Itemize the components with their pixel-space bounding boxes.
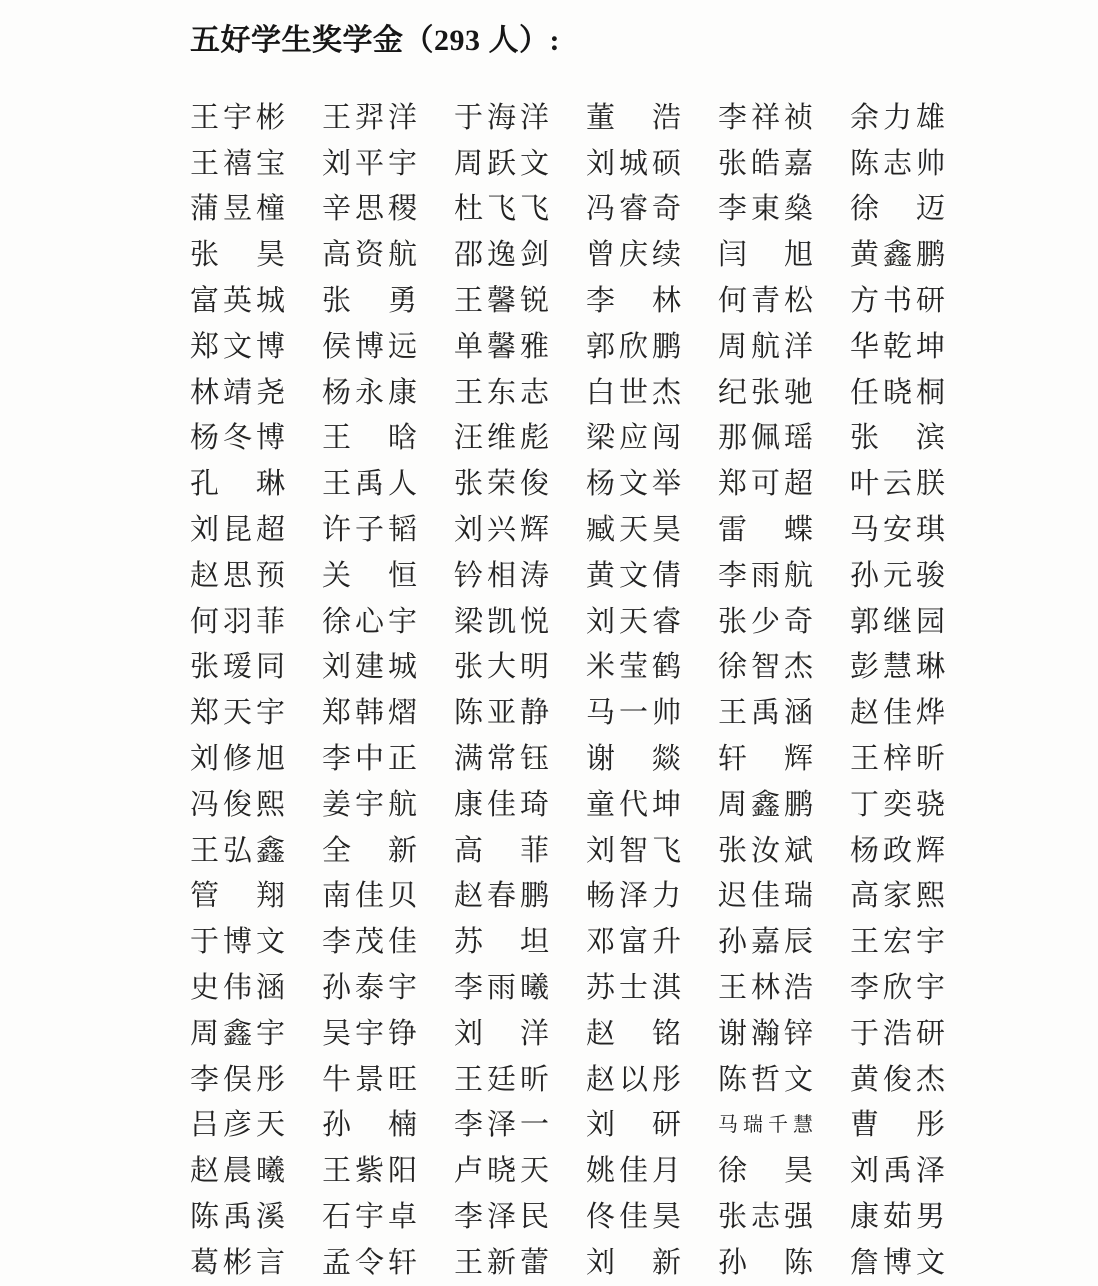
name-cell: 张大明: [454, 651, 549, 684]
name-cell: 刘新: [586, 1246, 681, 1279]
name-cell: 孙楠: [322, 1109, 417, 1142]
name-cell: 杨冬博: [190, 422, 285, 455]
name-cell: 刘昆超: [190, 514, 285, 547]
name-cell: 于海洋: [454, 101, 549, 134]
name-cell: 王馨锐: [454, 285, 549, 318]
name-cell: 吕彦天: [190, 1109, 285, 1142]
name-cell: 苏士淇: [586, 972, 681, 1005]
name-cell: 卢晓天: [454, 1155, 549, 1188]
name-cell: 张少奇: [718, 605, 813, 638]
name-cell: 童代坤: [586, 788, 681, 821]
name-cell: 王禧宝: [190, 147, 285, 180]
name-cell: 黄俊杰: [850, 1063, 945, 1096]
name-cell: 王东志: [454, 376, 549, 409]
name-cell: 梁应闯: [586, 422, 681, 455]
name-cell: 李泽民: [454, 1201, 549, 1234]
name-cell: 姚佳月: [586, 1155, 681, 1188]
name-cell: 高菲: [454, 834, 549, 867]
name-cell: 彭慧琳: [850, 651, 945, 684]
name-cell: 张皓嘉: [718, 147, 813, 180]
name-cell: 李雨航: [718, 559, 813, 592]
name-cell: 李俣彤: [190, 1063, 285, 1096]
name-cell: 郑天宇: [190, 697, 285, 730]
name-cell: 王林浩: [718, 972, 813, 1005]
name-cell: 刘研: [586, 1109, 681, 1142]
name-cell: 任晓桐: [850, 376, 945, 409]
name-cell: 关恒: [322, 559, 417, 592]
name-cell: 李茂佳: [322, 926, 417, 959]
name-cell: 孔琳: [190, 468, 285, 501]
name-cell: 张勇: [322, 285, 417, 318]
name-cell: 赵春鹏: [454, 880, 549, 913]
name-cell: 刘城硕: [586, 147, 681, 180]
name-cell: 孙嘉辰: [718, 926, 813, 959]
name-cell: 刘建城: [322, 651, 417, 684]
name-cell: 何羽菲: [190, 605, 285, 638]
name-cell: 吴宇铮: [322, 1017, 417, 1050]
name-cell: 刘兴辉: [454, 514, 549, 547]
name-cell: 李祥祯: [718, 101, 813, 134]
name-cell: 徐昊: [718, 1155, 813, 1188]
name-cell: 王弘鑫: [190, 834, 285, 867]
name-cell: 孟令轩: [322, 1246, 417, 1279]
name-cell: 李東燊: [718, 193, 813, 226]
name-cell: 高家熙: [850, 880, 945, 913]
name-cell: 曾庆续: [586, 239, 681, 272]
name-cell: 赵佳烨: [850, 697, 945, 730]
name-cell: 臧天昊: [586, 514, 681, 547]
name-cell: 葛彬言: [190, 1246, 285, 1279]
name-cell: 周鑫鹏: [718, 788, 813, 821]
name-cell: 单馨雅: [454, 330, 549, 363]
name-cell: 叶云朕: [850, 468, 945, 501]
name-cell: 闫旭: [718, 239, 813, 272]
name-cell: 蒲昱橦: [190, 193, 285, 226]
name-cell: 冯俊熙: [190, 788, 285, 821]
name-cell: 何青松: [718, 285, 813, 318]
name-cell: 南佳贝: [322, 880, 417, 913]
name-cell: 王廷昕: [454, 1063, 549, 1096]
name-cell: 张滨: [850, 422, 945, 455]
name-cell: 侯博远: [322, 330, 417, 363]
name-cell: 陈志帅: [850, 147, 945, 180]
name-cell: 张瑷同: [190, 651, 285, 684]
name-cell: 杨政辉: [850, 834, 945, 867]
name-cell: 郑韩熠: [322, 697, 417, 730]
name-cell: 董浩: [586, 101, 681, 134]
name-cell: 赵以彤: [586, 1063, 681, 1096]
name-cell: 刘智飞: [586, 834, 681, 867]
name-grid: [190, 95, 1098, 1286]
name-cell: 苏坦: [454, 926, 549, 959]
name-cell: 王晗: [322, 422, 417, 455]
name-cell: 徐智杰: [718, 651, 813, 684]
name-cell: 佟佳昊: [586, 1201, 681, 1234]
name-cell: 郑文博: [190, 330, 285, 363]
name-cell: 李林: [586, 285, 681, 318]
name-cell: 马瑞千慧: [718, 1114, 813, 1137]
name-cell: 丁奕骁: [850, 788, 945, 821]
name-cell: 谢燚: [586, 743, 681, 776]
name-cell: 谢瀚锌: [718, 1017, 813, 1050]
name-cell: 轩辉: [718, 743, 813, 776]
name-cell: 王宇彬: [190, 101, 285, 134]
name-cell: 白世杰: [586, 376, 681, 409]
name-cell: 黄文倩: [586, 559, 681, 592]
name-cell: 徐心宇: [322, 605, 417, 638]
name-cell: 孙泰宇: [322, 972, 417, 1005]
name-cell: 刘平宇: [322, 147, 417, 180]
name-cell: 王宏宇: [850, 926, 945, 959]
name-cell: 刘修旭: [190, 743, 285, 776]
name-cell: 梁凯悦: [454, 605, 549, 638]
name-cell: 米莹鹤: [586, 651, 681, 684]
name-cell: 高资航: [322, 239, 417, 272]
name-cell: 管翔: [190, 880, 285, 913]
name-cell: 王梓昕: [850, 743, 945, 776]
name-cell: 邓富升: [586, 926, 681, 959]
name-cell: 牛景旺: [322, 1063, 417, 1096]
name-cell: 畅泽力: [586, 880, 681, 913]
name-cell: 许子韬: [322, 514, 417, 547]
name-cell: 钤相涛: [454, 559, 549, 592]
name-cell: 张昊: [190, 239, 285, 272]
name-cell: 刘洋: [454, 1017, 549, 1050]
name-cell: 陈禹溪: [190, 1201, 285, 1234]
name-cell: 赵晨曦: [190, 1155, 285, 1188]
name-cell: 李欣宇: [850, 972, 945, 1005]
name-cell: 富英城: [190, 285, 285, 318]
name-cell: 孙元骏: [850, 559, 945, 592]
name-cell: 曹彤: [850, 1109, 945, 1142]
name-cell: 迟佳瑞: [718, 880, 813, 913]
name-cell: 邵逸剑: [454, 239, 549, 272]
name-cell: 史伟涵: [190, 972, 285, 1005]
name-cell: 黄鑫鹏: [850, 239, 945, 272]
name-cell: 郑可超: [718, 468, 813, 501]
name-cell: 陈哲文: [718, 1063, 813, 1096]
name-cell: 余力雄: [850, 101, 945, 134]
name-cell: 王禹涵: [718, 697, 813, 730]
name-cell: 冯睿奇: [586, 193, 681, 226]
name-cell: 李雨曦: [454, 972, 549, 1005]
name-cell: 周航洋: [718, 330, 813, 363]
name-cell: 全新: [322, 834, 417, 867]
name-cell: 辛思稷: [322, 193, 417, 226]
name-cell: 王羿洋: [322, 101, 417, 134]
name-cell: 刘禹泽: [850, 1155, 945, 1188]
name-cell: 满常钰: [454, 743, 549, 776]
name-cell: 华乾坤: [850, 330, 945, 363]
name-cell: 康茹男: [850, 1201, 945, 1234]
name-cell: 李中正: [322, 743, 417, 776]
name-cell: 郭欣鹏: [586, 330, 681, 363]
name-cell: 孙陈: [718, 1246, 813, 1279]
name-cell: 康佳琦: [454, 788, 549, 821]
name-cell: 林靖尧: [190, 376, 285, 409]
name-cell: 马一帅: [586, 697, 681, 730]
name-cell: 张志强: [718, 1201, 813, 1234]
name-cell: 周跃文: [454, 147, 549, 180]
name-cell: 那佩瑶: [718, 422, 813, 455]
name-cell: 刘天睿: [586, 605, 681, 638]
name-cell: 周鑫宇: [190, 1017, 285, 1050]
name-cell: 赵铭: [586, 1017, 681, 1050]
name-cell: 汪维彪: [454, 422, 549, 455]
name-cell: 方书研: [850, 285, 945, 318]
name-cell: 王紫阳: [322, 1155, 417, 1188]
name-cell: 姜宇航: [322, 788, 417, 821]
name-cell: 杨永康: [322, 376, 417, 409]
name-cell: 詹博文: [850, 1246, 945, 1279]
name-cell: 王新蕾: [454, 1246, 549, 1279]
name-cell: 郭继园: [850, 605, 945, 638]
name-cell: 陈亚静: [454, 697, 549, 730]
name-cell: 张汝斌: [718, 834, 813, 867]
name-cell: 纪张驰: [718, 376, 813, 409]
page-title: 五好学生奖学金（293 人）:: [190, 24, 560, 57]
name-cell: 杨文举: [586, 468, 681, 501]
name-cell: 雷蝶: [718, 514, 813, 547]
name-cell: 赵思预: [190, 559, 285, 592]
name-cell: 李泽一: [454, 1109, 549, 1142]
name-cell: 王禹人: [322, 468, 417, 501]
name-cell: 马安琪: [850, 514, 945, 547]
name-cell: 徐迈: [850, 193, 945, 226]
name-cell: 张荣俊: [454, 468, 549, 501]
name-cell: 石宇卓: [322, 1201, 417, 1234]
name-cell: 于博文: [190, 926, 285, 959]
name-cell: 于浩研: [850, 1017, 945, 1050]
name-cell: 杜飞飞: [454, 193, 549, 226]
